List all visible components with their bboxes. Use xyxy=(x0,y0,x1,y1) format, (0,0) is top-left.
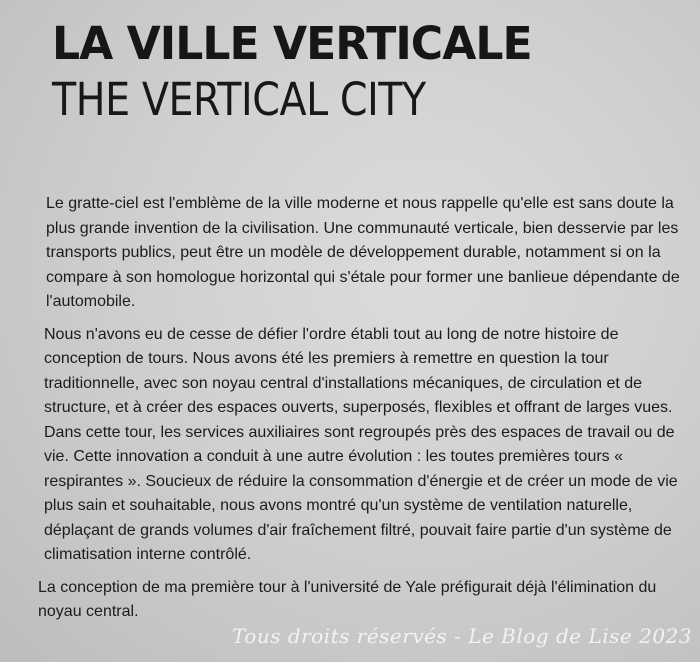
title-english: THE VERTICAL CITY xyxy=(52,73,426,126)
paragraph-intro: Le gratte-ciel est l'emblème de la ville moderne et nous rappelle qu'elle est sans doute la plus grande invention de la civilisation. Une communauté verticale, bien desservie par les transports publics, peut être un modèle de développement durable, notamment si on la compare à son homologue horizontal qui s'étale pour former une banlieue dépendante de l'automobile. xyxy=(46,195,680,310)
paragraph-towers: Nous n'avons eu de cesse de défier l'ordre établi tout au long de notre histoire de conception de tours. Nous avons été les premiers à remettre en question la tour traditionnelle, avec son noyau central d'installations mécaniques, de circulation et de structure, et à créer des espaces ouverts, superposés, flexibles et offrant de larges vues. Dans cette tour, les services auxiliaires sont regroupés près des espaces de travail ou de vie. Cette innovation a conduit à une autre évolution : les toutes premières tours « respirantes ». Soucieux de réduire la consommation d'énergie et de créer un mode de vie plus sain et souhaitable, nous avons montré qu'un système de ventilation naturelle, déplaçant de grands volumes d'air fraîchement filtré, pouvait faire partie d'un système de climatisation interne contrôlé. xyxy=(44,325,678,563)
title-french: LA VILLE VERTICALE xyxy=(52,17,532,70)
copyright-watermark: Tous droits réservés - Le Blog de Lise 2023 xyxy=(231,624,692,648)
panel-body-text xyxy=(40,192,680,625)
paragraph-yale: La conception de ma première tour à l'université de Yale préfigurait déjà l'élimination du noyau central. xyxy=(38,578,657,620)
